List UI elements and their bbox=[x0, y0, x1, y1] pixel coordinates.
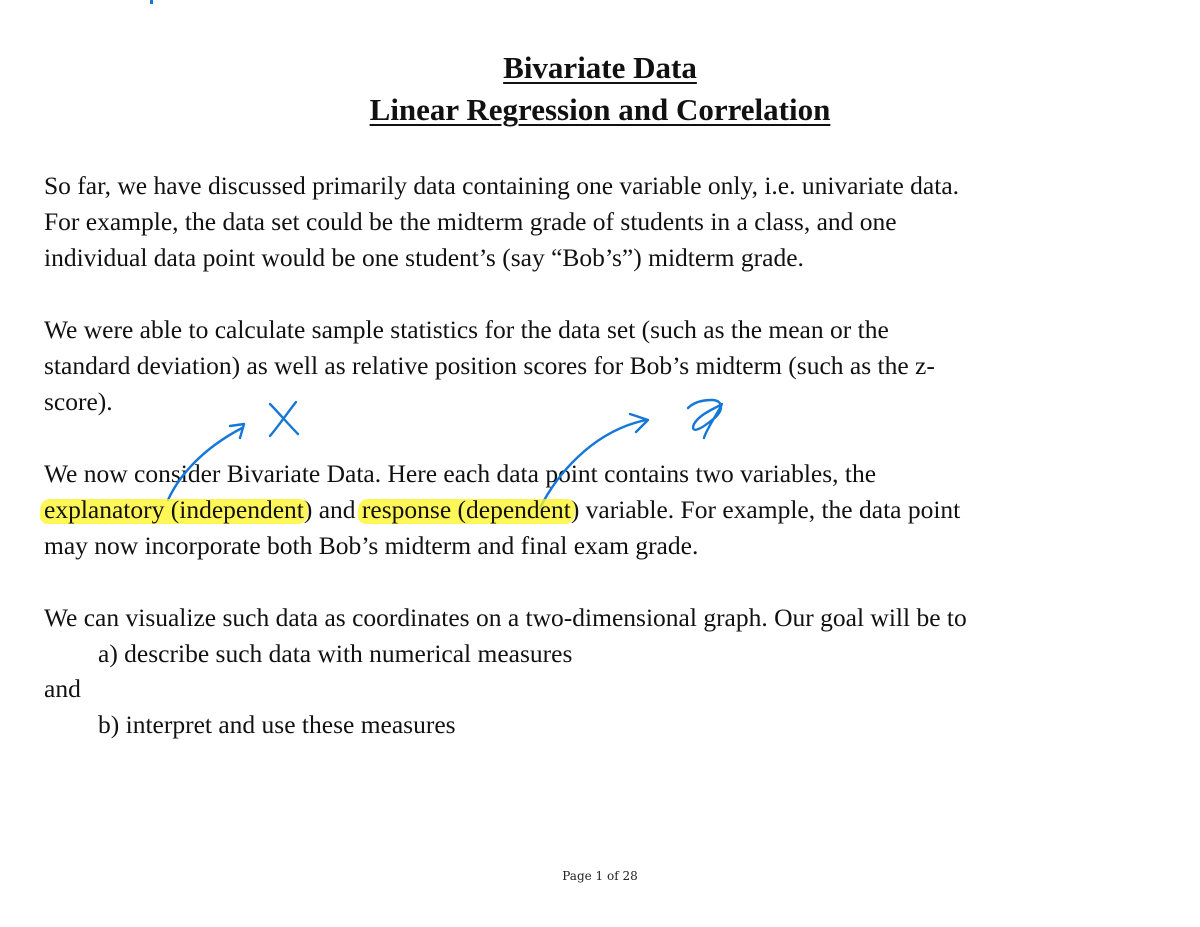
handwritten-x-stroke2 bbox=[270, 402, 296, 436]
paragraph1-line2: For example, the data set could be the midterm grade of students in a class, and one bbox=[44, 207, 897, 236]
paragraph3-line2 bbox=[44, 495, 960, 525]
connector-and: and bbox=[44, 674, 81, 703]
arrow-explanatory-head bbox=[230, 424, 244, 438]
paragraph3-line2-mid: ) and bbox=[303, 495, 362, 524]
ink-corner-mark bbox=[150, 0, 153, 4]
highlight-response: response (dependent bbox=[361, 495, 571, 524]
paragraph4-line1: We can visualize such data as coordinates on a two-dimensional graph. Our goal will be to bbox=[44, 603, 967, 632]
paragraph3-line1: We now consider Bivariate Data. Here each data point contains two variables, the bbox=[44, 459, 877, 488]
page-footer: Page 1 of 28 bbox=[562, 869, 638, 883]
handwritten-x-stroke1 bbox=[270, 404, 298, 434]
paragraph3-line3: may now incorporate both Bob’s midterm and final exam grade. bbox=[44, 531, 699, 560]
list-item-a: a) describe such data with numerical measures bbox=[98, 639, 573, 668]
paragraph1-line1: So far, we have discussed primarily data containing one variable only, i.e. univariate data. bbox=[44, 171, 960, 200]
handwritten-y bbox=[688, 400, 722, 438]
arrow-response-head bbox=[630, 414, 648, 432]
page-subtitle: Linear Regression and Correlation bbox=[369, 92, 831, 127]
paragraph2-line1: We were able to calculate sample statistics for the data set (such as the mean or the bbox=[44, 315, 889, 344]
paragraph2-line3: score). bbox=[44, 387, 113, 416]
list-item-b: b) interpret and use these measures bbox=[98, 710, 456, 739]
page-title: Bivariate Data bbox=[503, 50, 697, 85]
highlight-explanatory: explanatory (independent bbox=[44, 495, 304, 524]
paragraph3-line2-end: ) variable. For example, the data point bbox=[570, 495, 961, 524]
paragraph2-line2: standard deviation) as well as relative position scores for Bob’s midterm (such as the z- bbox=[44, 351, 935, 380]
paragraph1-line3: individual data point would be one student’s (say “Bob’s”) midterm grade. bbox=[44, 243, 804, 272]
